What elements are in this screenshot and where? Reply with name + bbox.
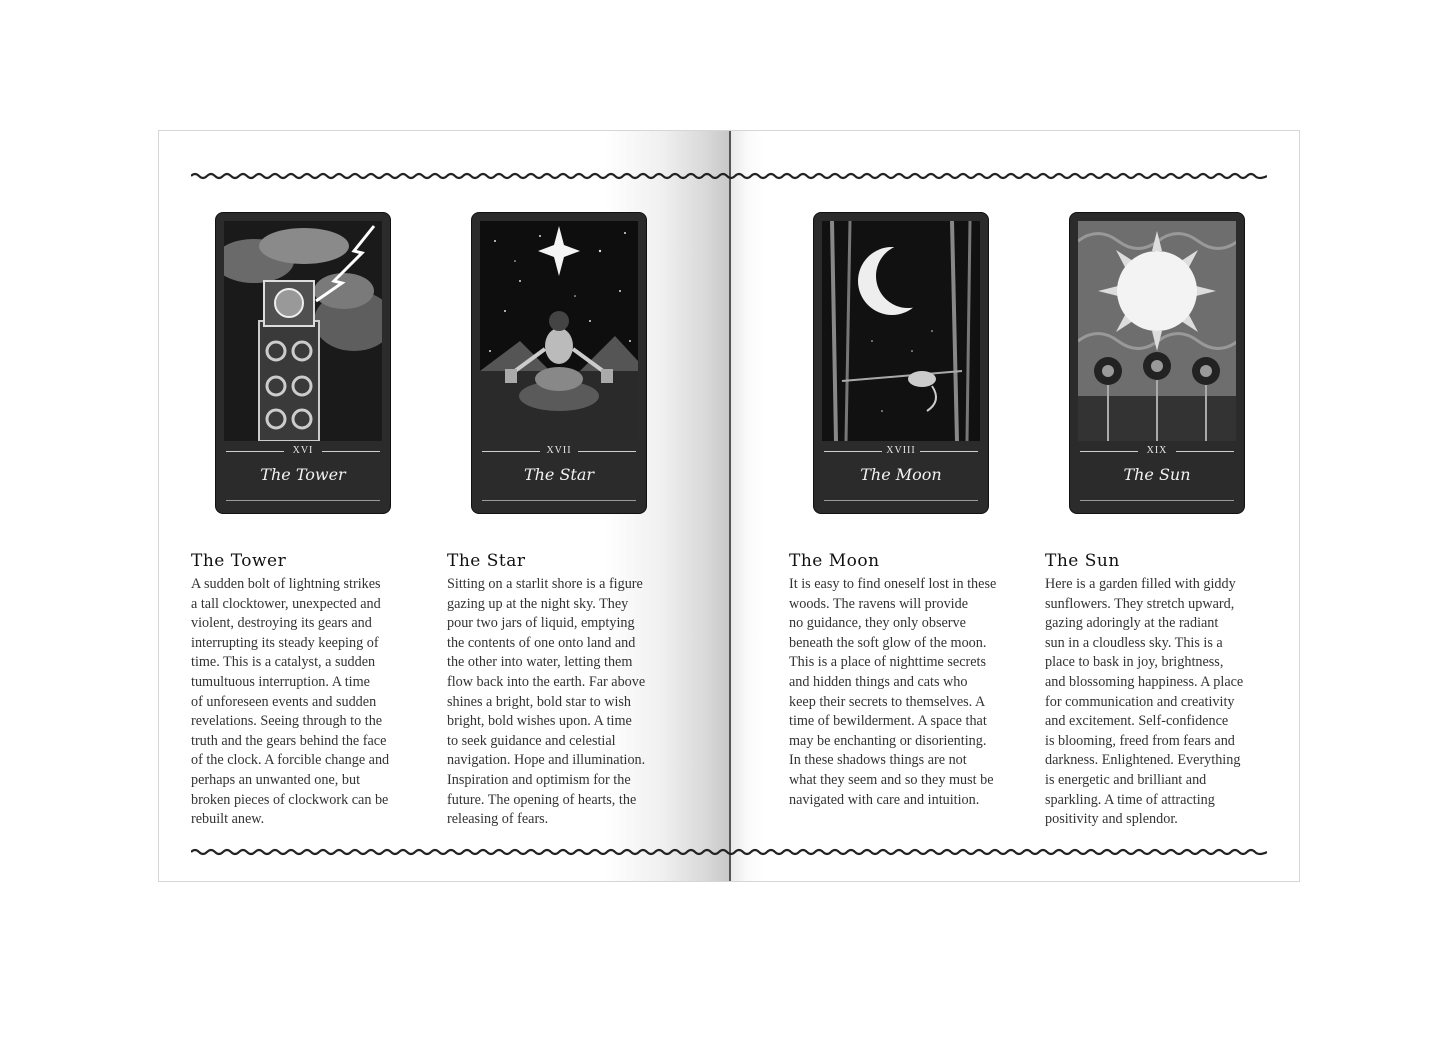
entry-title: The Star	[447, 551, 526, 571]
entry-title: The Tower	[191, 551, 287, 571]
entry-title: The Moon	[789, 551, 880, 571]
tarot-card-tower	[216, 213, 390, 513]
entry-description: Here is a garden filled with giddy sunflowers. They stretch upward, gazing adoringly at the radiant sun in a cloudless sky. This is a place to bask in joy, brightness, and blossoming happiness. A place for communication and creativity and excitement. Self-confidence is blooming, freed from fears and darkness. Enlightened. Everything is energetic and brilliant and sparkling. A time of attracting positivity and splendor.	[1045, 576, 1244, 828]
tarot-card-star	[472, 213, 646, 513]
entry-description: It is easy to find oneself lost in these woods. The ravens will provide no guidance, they only observe beneath the soft glow of the moon. This is a place of nighttime secrets and hidden things and cats who keep their secrets to themselves. A time of bewilderment. A space that may be enchanting or disorienting. In these shadows things are not what they seem and so they must be navigated with care and intuition.	[789, 576, 997, 808]
card-numeral: XVIII	[886, 445, 916, 456]
open-book-spread	[158, 130, 1300, 882]
card-numeral: XIX	[1146, 445, 1168, 456]
card-name: The Tower	[260, 465, 346, 484]
card-numeral: XVII	[546, 445, 572, 456]
card-name: The Star	[523, 465, 595, 484]
card-name: The Sun	[1123, 465, 1191, 484]
card-numeral: XVI	[292, 445, 314, 456]
book-spine	[729, 131, 731, 881]
tarot-card-moon	[814, 213, 988, 513]
entry-title: The Sun	[1045, 551, 1120, 571]
top-decorative-rule	[191, 171, 1267, 181]
tarot-card-sun	[1070, 213, 1244, 513]
bottom-decorative-rule	[191, 847, 1267, 857]
tower-card-illustration	[224, 221, 382, 441]
entry-description: Sitting on a starlit shore is a figure gazing up at the night sky. They pour two jars of liquid, emptying the contents of one onto land and the other into water, letting them flow back into the earth. Far above shines a bright, bold star to wish bright, bold wishes upon. A time to seek guidance and celestial navigation. Hope and illumination. Inspiration and optimism for the future. The opening of hearts, the releasing of fears.	[447, 576, 646, 828]
star-card-illustration	[480, 221, 638, 441]
entry-description: A sudden bolt of lightning strikes a tall clocktower, unexpected and violent, destroying its gears and interrupting its steady keeping of time. This is a catalyst, a sudden tumultuous interruption. A time of unforeseen events and sudden revelations. Seeing through to the truth and the gears behind the face of the clock. A forcible change and perhaps an unwanted one, but broken pieces of clockwork can be rebuilt anew.	[191, 576, 390, 828]
sun-card-illustration	[1078, 221, 1236, 441]
card-name: The Moon	[860, 465, 942, 484]
moon-card-illustration	[822, 221, 980, 441]
